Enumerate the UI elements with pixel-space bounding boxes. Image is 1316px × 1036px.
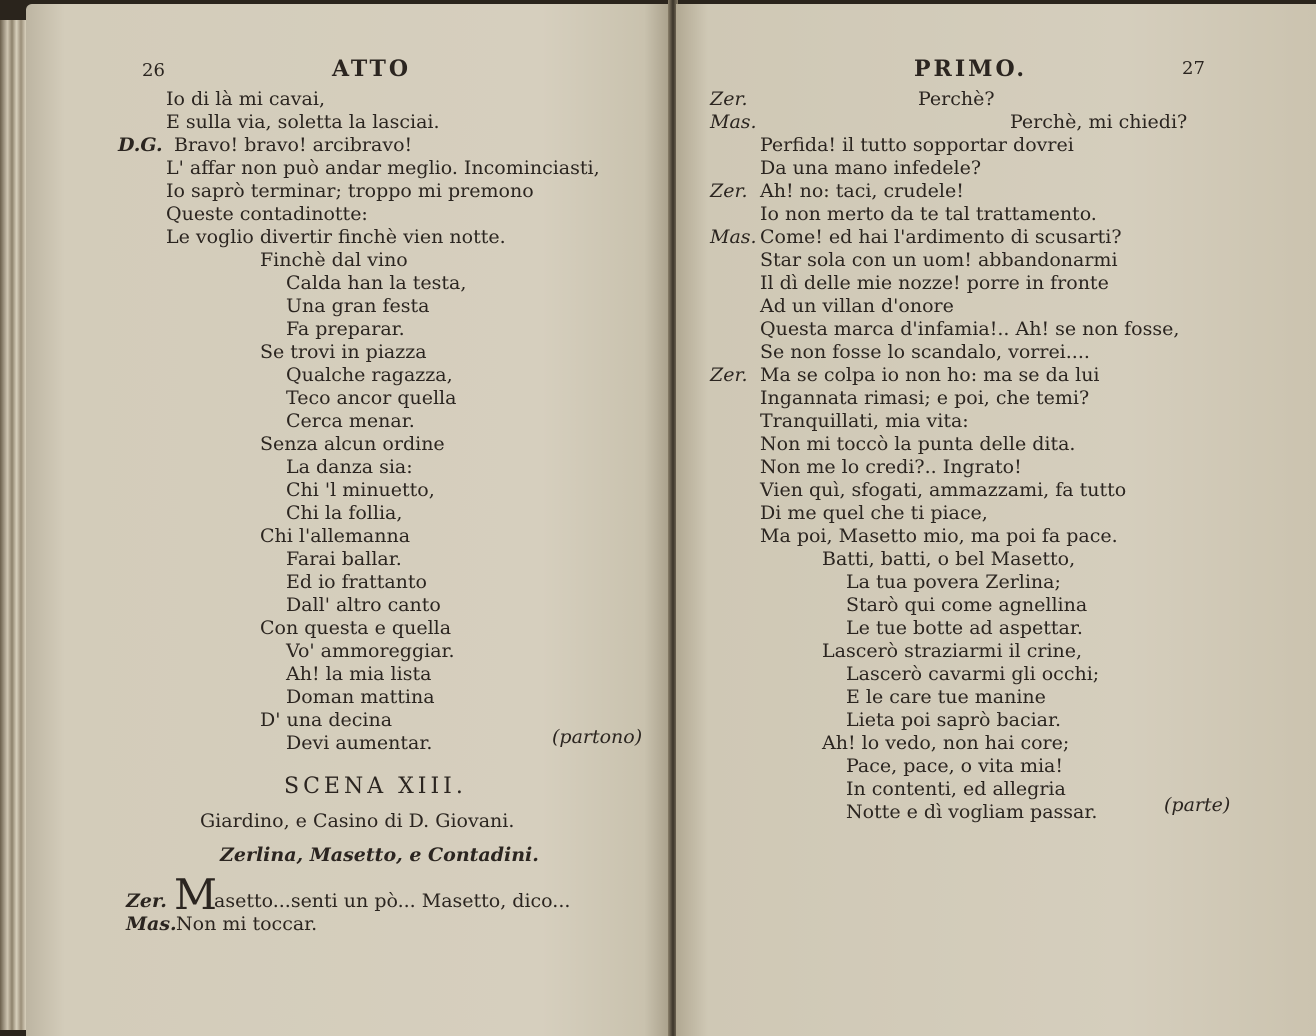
verse-line: Ma se colpa io non ho: ma se da lui [760,364,1100,386]
aria-line: Le tue botte ad aspettar. [846,617,1083,639]
speaker-label: Zer. [126,890,167,912]
aria-line: Ah! lo vedo, non hai core; [822,732,1070,754]
verse-line: Io di là mi cavai, [166,88,325,110]
aria-line: Chi 'l minuetto, [286,479,435,501]
stage-direction: (partono) [552,726,643,748]
aria-line: E le care tue manine [846,686,1046,708]
speaker-label: D.G. [118,134,163,156]
aria-line: Calda han la testa, [286,272,467,294]
verse-line: Di me quel che ti piace, [760,502,988,524]
page-number: 27 [1182,58,1205,79]
verse-line: Come! ed hai l'ardimento di scusarti? [760,226,1122,248]
aria-line: Notte e dì vogliam passar. [846,801,1098,823]
verse-line: Tranquillati, mia vita: [760,410,969,432]
verse-line: Da una mano infedele? [760,157,982,179]
aria-line: Starò qui come agnellina [846,594,1088,616]
verse-line: Perchè? [918,88,995,110]
verse-line: Ah! no: taci, crudele! [760,180,964,202]
verse-line: Le voglio divertir finchè vien notte. [166,226,506,248]
verse-line: Vien quì, sfogati, ammazzami, fa tutto [760,479,1127,501]
verse-line: Questa marca d'infamia!.. Ah! se non fosse, [760,318,1180,340]
aria-line: Chi l'allemanna [260,525,411,547]
aria-line: In contenti, ed allegria [846,778,1066,800]
aria-line: Doman mattina [286,686,435,708]
left-page [26,4,670,1036]
right-page [676,4,1316,1036]
dialog-line: asetto...senti un pò... Masetto, dico... [214,890,571,912]
scene-title: SCENA XIII. [284,774,467,799]
aria-line: Teco ancor quella [286,387,457,409]
aria-line: Cerca menar. [286,410,415,432]
scene-characters: Zerlina, Masetto, e Contadini. [220,844,539,866]
verse-line: E sulla via, soletta la lasciai. [166,111,440,133]
aria-line: Ed io frattanto [286,571,427,593]
speaker-label: Mas. [710,226,757,248]
speaker-label: Zer. [710,364,748,386]
aria-line: Devi aumentar. [286,732,433,754]
aria-line: Qualche ragazza, [286,364,453,386]
verse-line: Non mi toccò la punta delle dita. [760,433,1076,455]
drop-initial: M [174,870,218,919]
verse-line: Ingannata rimasi; e poi, che temi? [760,387,1090,409]
aria-line: Lascerò straziarmi il crine, [822,640,1083,662]
page-number: 26 [142,60,165,81]
verse-line: Ma poi, Masetto mio, ma poi fa pace. [760,525,1118,547]
aria-line: La tua povera Zerlina; [846,571,1061,593]
speaker-label: Mas. [710,111,757,133]
verse-line: Perfida! il tutto sopportar dovrei [760,134,1074,156]
aria-line: Dall' altro canto [286,594,441,616]
verse-line: Perchè, mi chiedi? [1010,111,1188,133]
aria-line: Una gran festa [286,295,430,317]
verse-line: Star sola con un uom! abbandonarmi [760,249,1118,271]
aria-line: Vo' ammoreggiar. [286,640,455,662]
aria-line: La danza sia: [286,456,413,478]
aria-line: Farai ballar. [286,548,402,570]
verse-line: Il dì delle mie nozze! porre in fronte [760,272,1109,294]
verse-line: Io non merto da te tal trattamento. [760,203,1097,225]
aria-line: Chi la follia, [286,502,403,524]
aria-line: Senza alcun ordine [260,433,445,455]
aria-line: Lascerò cavarmi gli occhi; [846,663,1100,685]
aria-line: Fa preparar. [286,318,405,340]
speaker-label: Mas. [126,913,177,935]
aria-line: Batti, batti, o bel Masetto, [822,548,1076,570]
aria-line: Finchè dal vino [260,249,408,271]
stage-direction: (parte) [1164,794,1231,816]
aria-line: Pace, pace, o vita mia! [846,755,1064,777]
aria-line: Con questa e quella [260,617,452,639]
verse-line: Bravo! bravo! arcibravo! [174,134,413,156]
verse-line: Ad un villan d'onore [760,295,954,317]
scene-setting: Giardino, e Casino di D. Giovani. [200,810,515,832]
running-head: PRIMO. [914,56,1028,82]
verse-line: L' affar non può andar meglio. Incominciasti, [166,157,600,179]
aria-line: Ah! la mia lista [286,663,432,685]
verse-line: Non me lo credi?.. Ingrato! [760,456,1022,478]
dialog-line: Non mi toccar. [176,913,318,935]
verse-line: Se non fosse lo scandalo, vorrei.... [760,341,1090,363]
speaker-label: Zer. [710,180,748,202]
verse-line: Queste contadinotte: [166,203,368,225]
aria-line: D' una decina [260,709,393,731]
aria-line: Lieta poi saprò baciar. [846,709,1062,731]
running-head: ATTO [332,56,411,82]
aria-line: Se trovi in piazza [260,341,427,363]
verse-line: Io saprò terminar; troppo mi premono [166,180,534,202]
speaker-label: Zer. [710,88,748,110]
